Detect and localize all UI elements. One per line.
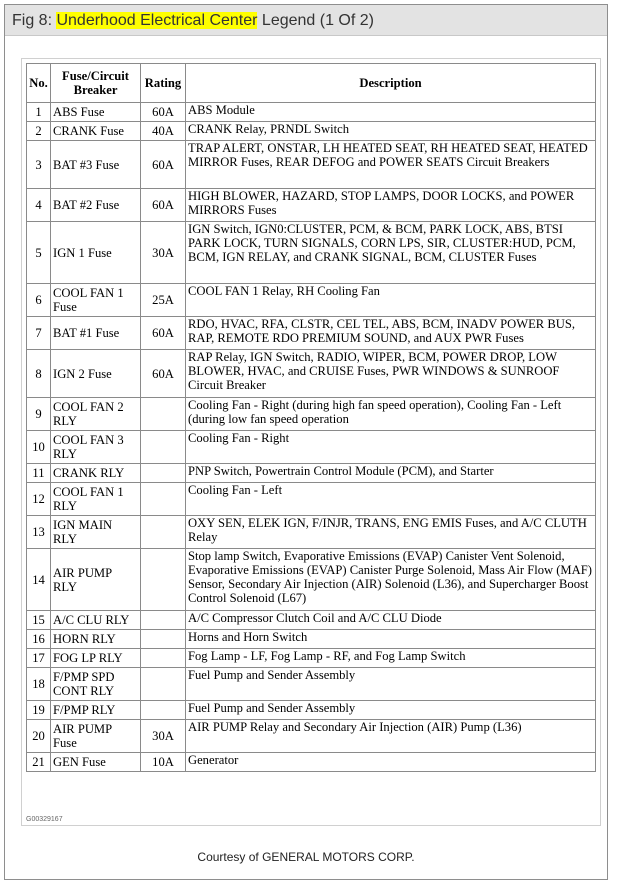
row-number: 15: [27, 611, 51, 630]
fuse-rating: [141, 398, 186, 431]
row-number: 18: [27, 668, 51, 701]
fuse-name: GEN Fuse: [51, 753, 141, 772]
fuse-description: Stop lamp Switch, Evaporative Emissions (EVAP) Canister Vent Solenoid, Evaporative Emissions (EVAP) Canister Purge Solenoid, Mass Air Flow (MAF) Sensor, Secondary Air Injection (AIR) Solenoid (L36), and Supercharger Boost Control Solenoid (L67): [186, 549, 596, 611]
fuse-description: Fuel Pump and Sender Assembly: [186, 668, 596, 701]
fuse-description: CRANK Relay, PRNDL Switch: [186, 122, 596, 141]
title-prefix: Fig 8:: [12, 12, 57, 29]
fuse-name: COOL FAN 2 RLY: [51, 398, 141, 431]
fuse-description: RDO, HVAC, RFA, CLSTR, CEL TEL, ABS, BCM, INADV POWER BUS, RAP, REMOTE RDO PREMIUM SOUND, and AUX PWR Fuses: [186, 317, 596, 350]
row-number: 20: [27, 720, 51, 753]
row-number: 17: [27, 649, 51, 668]
fuse-name: IGN 2 Fuse: [51, 350, 141, 398]
fuse-name: ABS Fuse: [51, 103, 141, 122]
fuse-name: AIR PUMP RLY: [51, 549, 141, 611]
fuse-name: COOL FAN 1 Fuse: [51, 284, 141, 317]
table-row: [27, 701, 596, 720]
column-header-description: Description: [186, 64, 596, 103]
row-number: 12: [27, 483, 51, 516]
fuse-name: HORN RLY: [51, 630, 141, 649]
fuse-description: TRAP ALERT, ONSTAR, LH HEATED SEAT, RH HEATED SEAT, HEATED MIRROR Fuses, REAR DEFOG and POWER SEATS Circuit Breakers: [186, 141, 596, 189]
row-number: 3: [27, 141, 51, 189]
fuse-rating: [141, 701, 186, 720]
fuse-name: BAT #2 Fuse: [51, 189, 141, 222]
fuse-description: COOL FAN 1 Relay, RH Cooling Fan: [186, 284, 596, 317]
fuse-rating: 60A: [141, 189, 186, 222]
fuse-description: AIR PUMP Relay and Secondary Air Injection (AIR) Pump (L36): [186, 720, 596, 753]
column-header-no: No.: [27, 64, 51, 103]
fuse-name: IGN MAIN RLY: [51, 516, 141, 549]
fuse-description: PNP Switch, Powertrain Control Module (PCM), and Starter: [186, 464, 596, 483]
fuse-rating: 60A: [141, 317, 186, 350]
fuse-rating: 40A: [141, 122, 186, 141]
row-number: 6: [27, 284, 51, 317]
table-header-row: [27, 64, 596, 103]
fuse-description: Horns and Horn Switch: [186, 630, 596, 649]
figure-frame: [4, 4, 608, 880]
fuse-rating: [141, 611, 186, 630]
fuse-description: HIGH BLOWER, HAZARD, STOP LAMPS, DOOR LOCKS, and POWER MIRRORS Fuses: [186, 189, 596, 222]
fuse-name: BAT #1 Fuse: [51, 317, 141, 350]
fuse-description: IGN Switch, IGN0:CLUSTER, PCM, & BCM, PARK LOCK, ABS, BTSI PARK LOCK, TURN SIGNALS, CORN LPS, SIR, CLUSTER:HUD, PCM, BCM, IGN RELAY, and CRANK SIGNAL, BCM, CLUSTER Fuses: [186, 222, 596, 284]
table-row: [27, 431, 596, 464]
fuse-name: F/PMP SPD CONT RLY: [51, 668, 141, 701]
row-number: 13: [27, 516, 51, 549]
fuse-name: FOG LP RLY: [51, 649, 141, 668]
fuse-name: BAT #3 Fuse: [51, 141, 141, 189]
table-row: [27, 753, 596, 772]
table-row: [27, 549, 596, 611]
row-number: 5: [27, 222, 51, 284]
fuse-description: Fuel Pump and Sender Assembly: [186, 701, 596, 720]
table-body: [27, 103, 596, 772]
table-row: [27, 516, 596, 549]
courtesy-footer: Courtesy of GENERAL MOTORS CORP.: [197, 850, 415, 864]
fuse-name: F/PMP RLY: [51, 701, 141, 720]
figure-header: [5, 5, 607, 36]
table-row: [27, 720, 596, 753]
table-row: [27, 630, 596, 649]
figure-title: [12, 12, 374, 30]
figure-id: G00329167: [26, 816, 63, 823]
fuse-description: Generator: [186, 753, 596, 772]
fuse-rating: [141, 630, 186, 649]
fuse-description: A/C Compressor Clutch Coil and A/C CLU Diode: [186, 611, 596, 630]
column-header-fuse: Fuse/Circuit Breaker: [51, 64, 141, 103]
fuse-rating: 30A: [141, 222, 186, 284]
fuse-description: ABS Module: [186, 103, 596, 122]
row-number: 10: [27, 431, 51, 464]
fuse-description: Cooling Fan - Right (during high fan speed operation), Cooling Fan - Left (during low fan speed operation: [186, 398, 596, 431]
fuse-description: Cooling Fan - Right: [186, 431, 596, 464]
fuse-rating: [141, 549, 186, 611]
table-row: [27, 611, 596, 630]
title-suffix: Legend (1 Of 2): [257, 12, 374, 29]
fuse-rating: [141, 516, 186, 549]
row-number: 2: [27, 122, 51, 141]
fuse-rating: 25A: [141, 284, 186, 317]
fuse-rating: [141, 668, 186, 701]
table-row: [27, 668, 596, 701]
row-number: 21: [27, 753, 51, 772]
fuse-rating: 30A: [141, 720, 186, 753]
legend-document: [21, 58, 601, 826]
table-row: [27, 483, 596, 516]
row-number: 16: [27, 630, 51, 649]
fuse-name: CRANK RLY: [51, 464, 141, 483]
table-row: [27, 141, 596, 189]
table-row: [27, 122, 596, 141]
fuse-name: CRANK Fuse: [51, 122, 141, 141]
fuse-rating: 60A: [141, 141, 186, 189]
table-row: [27, 398, 596, 431]
row-number: 19: [27, 701, 51, 720]
fuse-rating: [141, 464, 186, 483]
table-row: [27, 222, 596, 284]
fuse-rating: 10A: [141, 753, 186, 772]
fuse-name: AIR PUMP Fuse: [51, 720, 141, 753]
row-number: 11: [27, 464, 51, 483]
row-number: 4: [27, 189, 51, 222]
legend-table: [26, 63, 596, 772]
table-row: [27, 350, 596, 398]
table-row: [27, 284, 596, 317]
fuse-description: Fog Lamp - LF, Fog Lamp - RF, and Fog Lamp Switch: [186, 649, 596, 668]
title-highlight: Underhood Electrical Center: [56, 12, 258, 29]
fuse-rating: [141, 431, 186, 464]
fuse-rating: 60A: [141, 350, 186, 398]
table-row: [27, 317, 596, 350]
fuse-description: Cooling Fan - Left: [186, 483, 596, 516]
row-number: 9: [27, 398, 51, 431]
table-row: [27, 103, 596, 122]
column-header-rating: Rating: [141, 64, 186, 103]
fuse-rating: [141, 483, 186, 516]
fuse-description: OXY SEN, ELEK IGN, F/INJR, TRANS, ENG EMIS Fuses, and A/C CLUTH Relay: [186, 516, 596, 549]
row-number: 8: [27, 350, 51, 398]
row-number: 1: [27, 103, 51, 122]
fuse-name: IGN 1 Fuse: [51, 222, 141, 284]
fuse-name: COOL FAN 3 RLY: [51, 431, 141, 464]
fuse-name: COOL FAN 1 RLY: [51, 483, 141, 516]
fuse-description: RAP Relay, IGN Switch, RADIO, WIPER, BCM, POWER DROP, LOW BLOWER, HVAC, and CRUISE Fuses, PWR WINDOWS & SUNROOF Circuit Breaker: [186, 350, 596, 398]
table-row: [27, 464, 596, 483]
row-number: 14: [27, 549, 51, 611]
table-row: [27, 189, 596, 222]
fuse-rating: 60A: [141, 103, 186, 122]
fuse-rating: [141, 649, 186, 668]
table-row: [27, 649, 596, 668]
row-number: 7: [27, 317, 51, 350]
fuse-name: A/C CLU RLY: [51, 611, 141, 630]
